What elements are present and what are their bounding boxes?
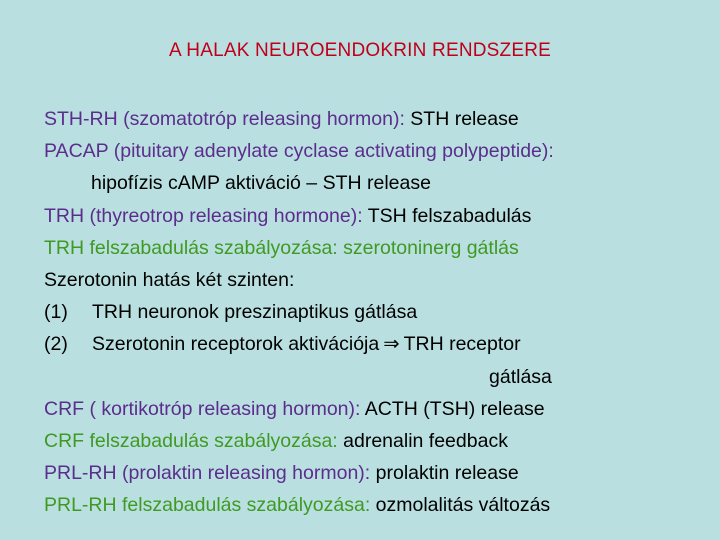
- line-value: hipofízis cAMP aktiváció – STH release: [91, 172, 431, 195]
- line-item-1: [44, 296, 714, 328]
- line-label: STH-RH (szomatotróp releasing hormon):: [44, 108, 405, 130]
- line-sth-rh: [44, 103, 714, 135]
- line-prl-rh: [44, 457, 714, 489]
- line-value: STH release: [404, 108, 519, 130]
- line-label: Szerotonin hatás két szinten:: [44, 268, 295, 291]
- line-value: gátlása: [489, 365, 552, 388]
- line-serotonin: [44, 264, 714, 296]
- line-label: PACAP (pituitary adenylate cyclase activating polypeptide):: [44, 140, 554, 163]
- line-pacap: [44, 135, 714, 167]
- item-number: (1): [44, 301, 68, 324]
- line-crf-regulation: [44, 425, 714, 457]
- line-value: prolaktin release: [370, 462, 519, 485]
- line-trh-regulation: [44, 232, 714, 264]
- line-value: ACTH (TSH) release: [360, 397, 545, 420]
- line-item-2-cont: [44, 361, 714, 393]
- line-pacap-effect: [44, 167, 714, 199]
- line-value: adrenalin feedback: [337, 429, 508, 452]
- line-label: CRF ( kortikotróp releasing hormon):: [44, 397, 361, 420]
- item-number: (2): [44, 333, 68, 356]
- line-label: PRL-RH felszabadulás szabályozása:: [44, 494, 371, 517]
- slide-title: A HALAK NEUROENDOKRIN RENDSZERE: [168, 40, 552, 61]
- line-item-2: [44, 328, 714, 360]
- line-label: CRF felszabadulás szabályozása:: [44, 429, 338, 452]
- line-label: TRH felszabadulás szabályozása: szerotoninerg gátlás: [44, 236, 519, 259]
- line-value: TRH neuronok preszinaptikus gátlása: [92, 301, 418, 324]
- line-value-2: TRH receptor: [403, 333, 521, 356]
- line-value: ozmolalitás változás: [370, 494, 551, 517]
- implies-arrow-icon: ⇒: [383, 333, 400, 356]
- line-crf: [44, 393, 714, 425]
- line-prl-rh-regulation: [44, 489, 714, 521]
- line-label: TRH (thyreotrop releasing hormone):: [44, 204, 363, 227]
- line-value: Szerotonin receptorok aktivációja: [92, 333, 380, 356]
- line-trh: [44, 200, 714, 232]
- line-label: PRL-RH (prolaktin releasing hormon):: [44, 462, 371, 485]
- line-value: TSH felszabadulás: [362, 204, 532, 227]
- content-lines: [44, 103, 714, 521]
